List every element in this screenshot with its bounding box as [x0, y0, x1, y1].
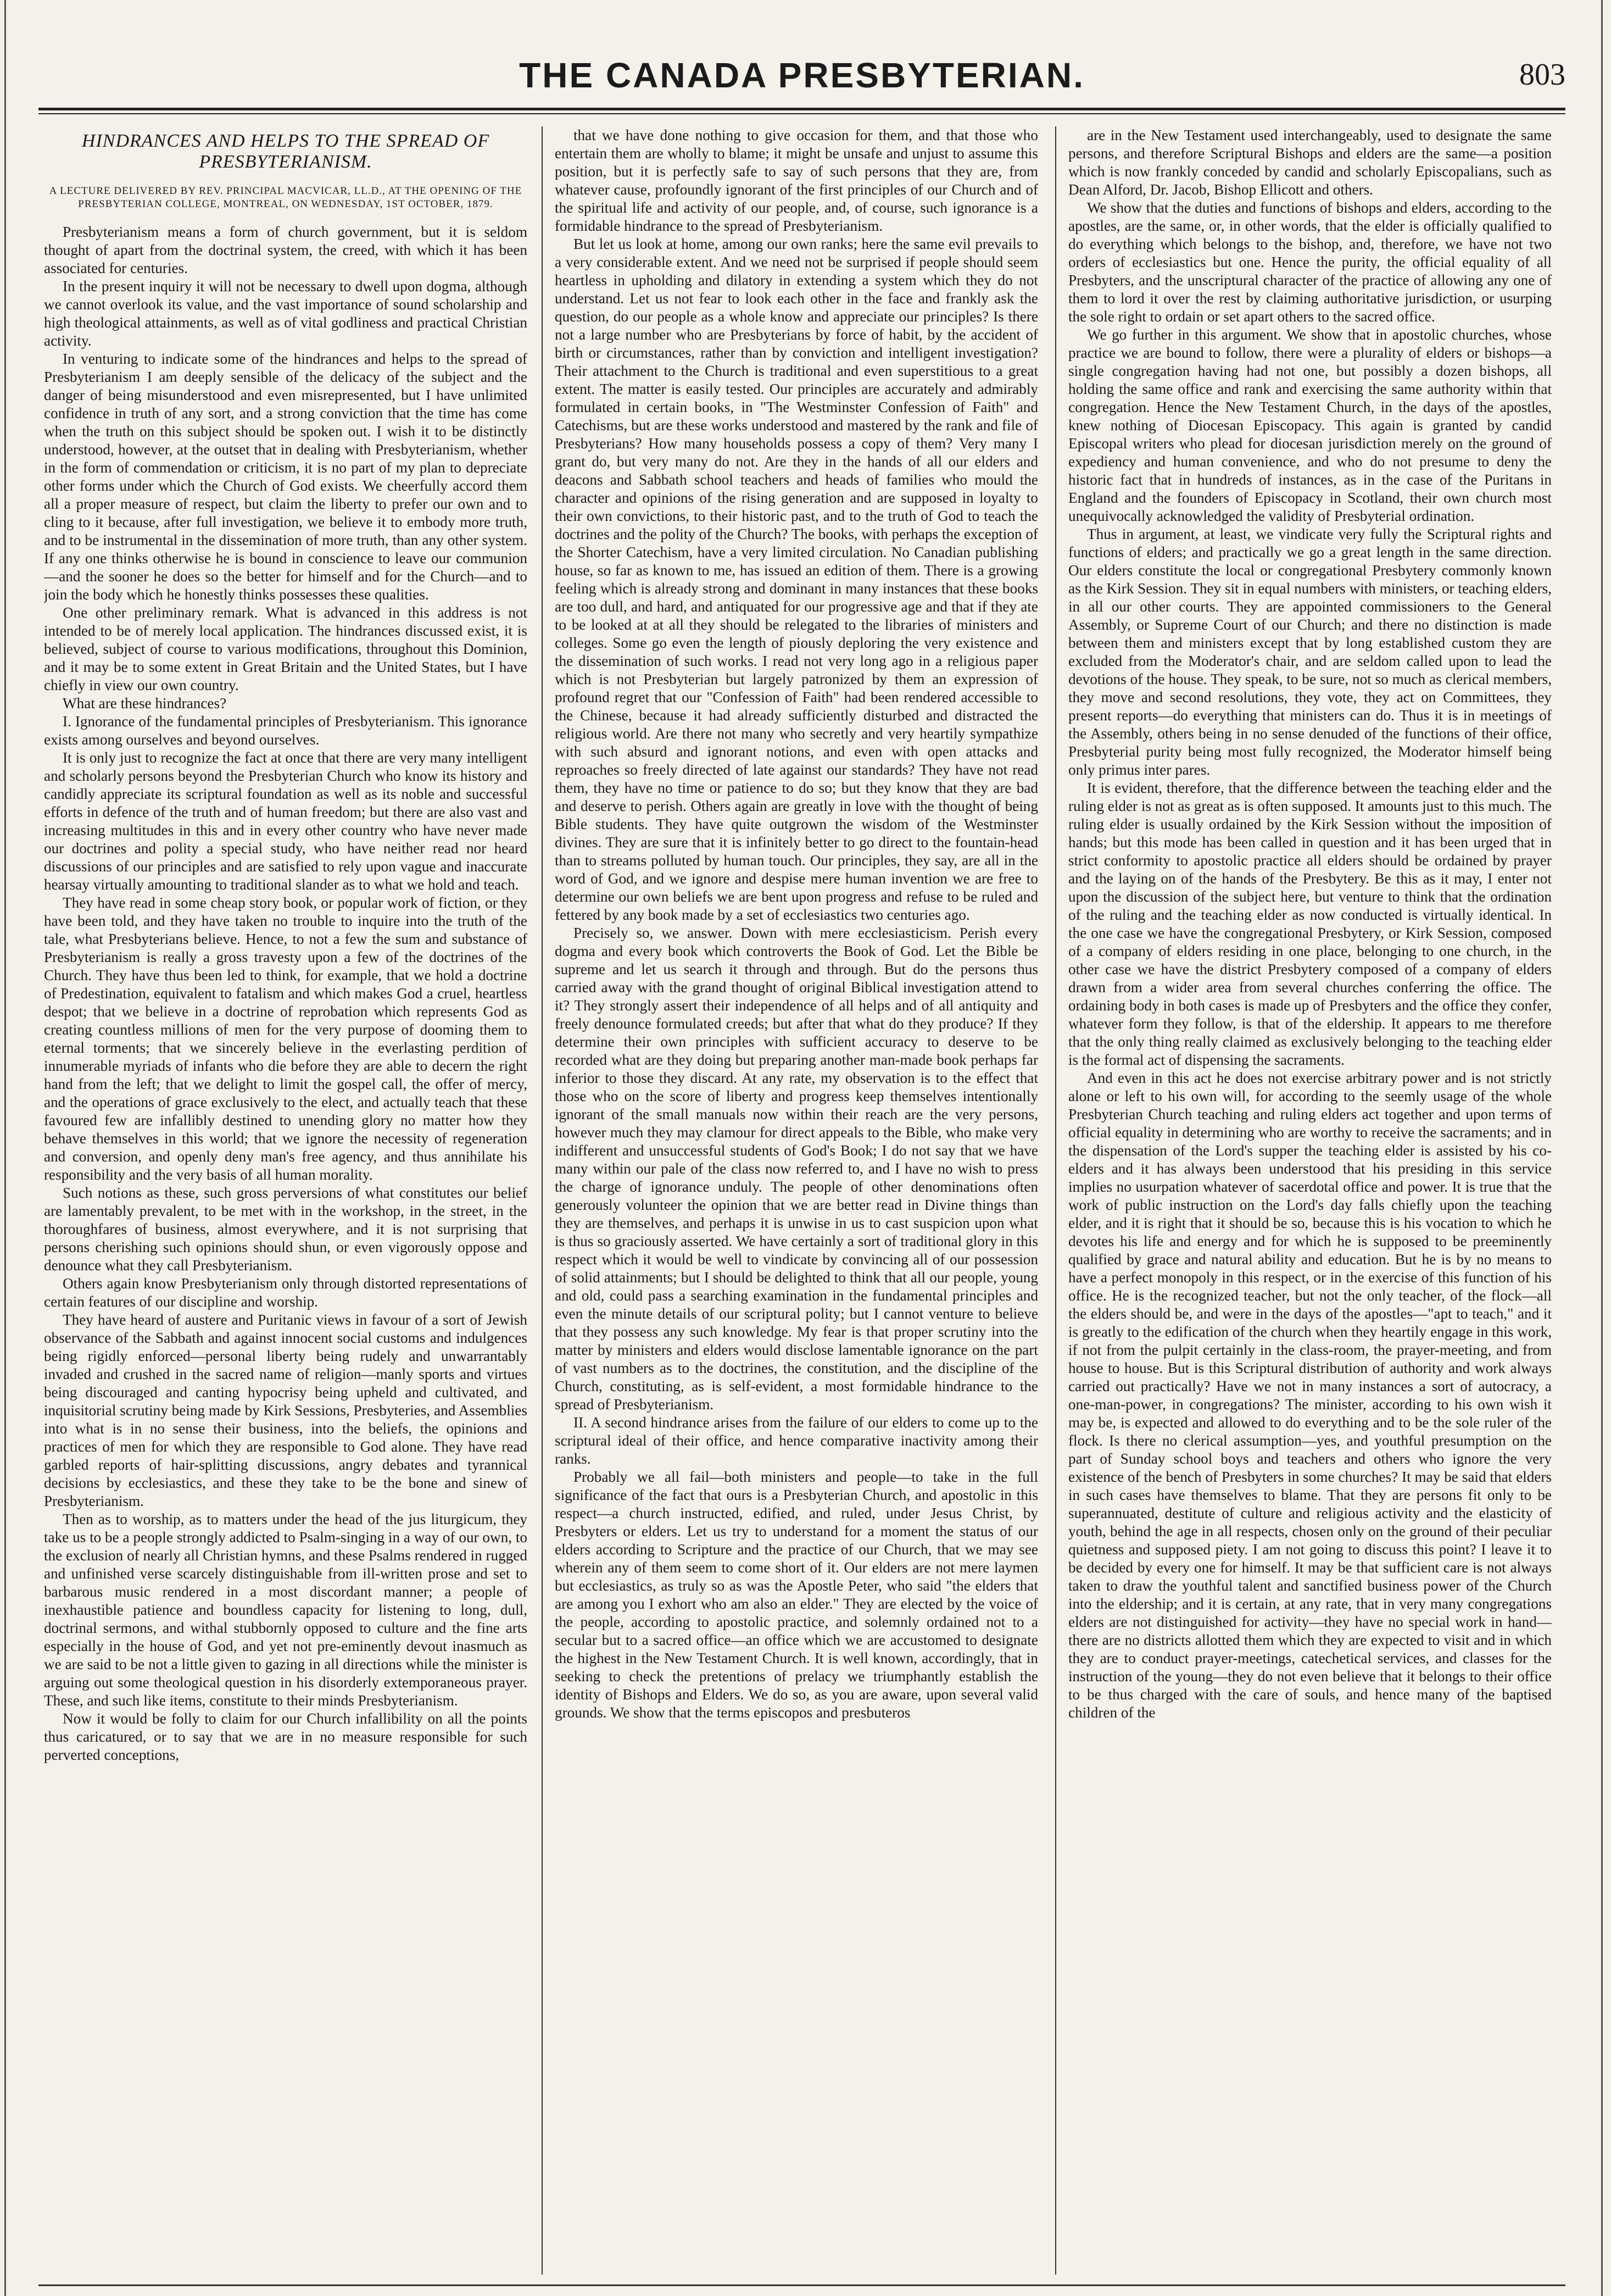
- newspaper-title: THE CANADA PRESBYTERIAN.: [519, 55, 1085, 95]
- paragraph: But let us look at home, among our own ranks; here the same evil prevails to a very considerable extent. And we need not be surprised if people should seem heartless in upholding and dilatory in extending a system which they do not understand. Let us not fear to look each other in the face and frankly ask the question, do our people as a whole know and appreciate our principles? Is there not a large number who are Presbyterians by force of habit, by the accident of birth or circumstances, rather than by conviction and intelligent investigation? Their attachment to the Church is traditional and even superstitious to a great extent. The matter is easily tested. Our principles are accurately and admirably formulated in certain books, in "The Westminster Confession of Faith" and Catechisms, but are these works understood and mastered by the rank and file of Presbyterians? How many households possess a copy of them? Very many I grant do, but very many do not. Are they in the hands of all our elders and deacons and Sabbath school teachers and heads of families who mould the character and opinions of the rising generation and are supposed in loyalty to their own convictions, to their historic past, and to the truth of God to teach the doctrines and the polity of the Church? The books, with perhaps the exception of the Shorter Catechism, have a very limited circulation. No Canadian publishing house, so far as known to me, has issued an edition of them. There is a growing feeling which is already strong and dominant in many instances that these books are too dull, and hard, and antiquated for our progressive age and that if they ate to be looked at at all they should be relegated to the libraries of ministers and colleges. Some go even the length of piously deploring the very existence and the dissemination of such works. I read not very long ago in a religious paper which is not Presbyterian but largely patronized by them an expression of profound regret that our "Confession of Faith" had been rendered accessible to the Chinese, because it had already sufficiently disturbed and distracted the religious world. Are there not many who secretly and very heartily sympathize with such absurd and ignorant notions, and even with open attacks and reproaches so freely directed of late against our standards? They have not read them, they have no time or patience to do so; but they know that they are bad and deserve to perish. Others again are greatly in love with the thought of being Bible students. They have quite outgrown the wisdom of the Westminster divines. They are sure that it is infinitely better to go direct to the fountain-head than to streams polluted by human touch. Our principles, they say, are all in the word of God, and we ignore and despise mere human invention we are free to determine our own beliefs we are bent upon progress and refuse to be ruled and fettered by any book made by a set of ecclesiastics two centuries ago.: [555, 236, 1038, 923]
- paragraph: II. A second hindrance arises from the failure of our elders to come up to the scriptural ideal of their office, and hence comparative inactivity among their ranks.: [555, 1414, 1038, 1467]
- paragraph: And even in this act he does not exercise arbitrary power and is not strictly alone or left to his own will, for according to the seemly usage of the whole Presbyterian Church teaching and ruling elders act together and upon terms of official equality in determining who are worthy to receive the sacraments; and in the dispensation of the Lord's supper the teaching elder is assisted by his co-elders and it has always been understood that his presiding in this service implies no usurpation whatever of sacerdotal office and power. It is true that the work of public instruction on the Lord's day falls chiefly upon the teaching elder, and it is right that it should be so, because this is his vocation to which he devotes his life and energy and for which he is supposed to be preeminently qualified by grace and natural ability and education. But he is by no means to have a perfect monopoly in this respect, or in the exercise of this function of his office. He is the recognized teacher, but not the only teacher, of the flock—all the elders should be, and were in the days of the apostles—"apt to teach," and it is greatly to the edification of the church when they heartily engage in this work, if not from the pulpit certainly in the class-room, the prayer-meeting, and from house to house. But is this Scriptural distribution of authority and work always carried out practically? Have we not in many instances a sort of autocracy, a one-man-power, in congregations? The minister, according to his own wish it may be, is expected and allowed to do everything and to be the sole ruler of the flock. Is there no clerical assumption—yes, and youthful presumption on the part of Sunday school boys and teachers and others who ignore the very existence of the bench of Presbyters in some churches? It may be said that elders in such cases have themselves to blame. That they are persons fit only to be superannuated, destitute of culture and religious activity and the elasticity of youth, behind the age in all respects, chosen only on the ground of their peculiar quietness and supposed piety. I am not going to discuss this point? I leave it to be decided by every one for himself. It may be that sufficient care is not always taken to draw the youthful talent and sanctified business power of the Church into the eldership; and it is certain, at any rate, that in very many congregations elders are not distinguished for activity—they have no special work in hand—there are no districts allotted them which they are expected to visit and in which they are to conduct prayer-meetings, catechetical services, and classes for the instruction of the young—they do not even believe that it belongs to their office to be thus charged with the care of souls, and hence many of the baptised children of the: [1068, 1070, 1552, 1721]
- paragraph: It is evident, therefore, that the difference between the teaching elder and the ruling elder is not as great as is often supposed. It amounts just to this much. The ruling elder is usually ordained by the Kirk Session without the imposition of hands; but this mode has been called in question and it has been urged that in strict conformity to apostolic practice all elders should be ordained by prayer and the laying on of the hands of the Presbytery. Be this as it may, I enter not upon the discussion of the subject here, but venture to think that the ordination of the ruling and the teaching elder as now conducted is virtually identical. In the one case we have the congregational Presbytery, or Kirk Session, composed of a company of elders residing in one place, belonging to one church, in the other case we have the district Presbytery composed of a company of elders drawn from a wider area from several churches conferring the office. The ordaining body in both cases is made up of Presbyters and the office they confer, whatever form they follow, is that of the eldership. It appears to me therefore that the only thing really claimed as exclusively belonging to the teaching elder is the formal act of dispensing the sacraments.: [1068, 780, 1552, 1068]
- page-edge-right: [1601, 0, 1603, 2296]
- masthead: [38, 55, 1565, 104]
- paragraph: They have read in some cheap story book, or popular work of fiction, or they have been told, and they have taken no trouble to inquire into the truth of the tale, what Presbyterians believe. Hence, to not a few the sum and substance of Presbyterianism is really a gross travesty upon a few of the doctrines of the Church. They have thus been led to think, for example, that we hold a doctrine of Predestination, equivalent to fatalism and which makes God a cruel, heartless despot; that we believe in a doctrine of reprobation which represents God as creating countless millions of men for the very purpose of dooming them to eternal torments; that we sincerely believe in the everlasting perdition of innumerable myriads of infants who die before they are able to decern the right hand from the left; that we delight to limit the gospel call, the offer of mercy, and the operations of grace exclusively to the elect, and actually teach that these favoured few are infallibly destined to unending glory no matter how they behave themselves in this world; that we ignore the necessity of regeneration and conversion, and openly deny man's free agency, and thus annihilate his responsibility and the very basis of all human morality.: [44, 894, 527, 1183]
- paragraph: Probably we all fail—both ministers and people—to take in the full significance of the fact that ours is a Presbyterian Church, and apostolic in this respect—a church instructed, edified, and ruled, under Jesus Christ, by Presbyters or elders. Let us try to understand for a moment the status of our elders according to Scripture and the practice of our Church, that we may see wherein any of them seem to come short of it. Our elders are not mere laymen but ecclesiastics, as truly so as was the Apostle Peter, who said "the elders that are among you I exhort who am also an elder." They are elected by the voice of the people, according to apostolic practice, and solemnly ordained not to a secular but to a sacred office—an office which we are accustomed to designate the highest in the New Testament Church. It is well known, accordingly, that in seeking to check the pretentions of prelacy we triumphantly establish the identity of Bishops and Elders. We do so, as you are aware, upon several valid grounds. We show that the terms episcopos and presbuteros: [555, 1469, 1038, 1721]
- bottom-rule: [38, 2284, 1565, 2286]
- column-3-body: [1068, 126, 1552, 1722]
- column-1-body: [44, 223, 527, 1764]
- paragraph: We show that the duties and functions of bishops and elders, according to the apostles, are the same, or, in other words, that the elder is officially qualified to do everything which belongs to the bishop, and, therefore, we have not two orders of ecclesiastics but one. Hence the purity, the official equality of all Presbyters, and the unscriptural character of the practice of allowing any one of them to lord it over the rest by claiming authoritative jurisdiction, or usurping the sole right to ordain or set apart others to the sacred office.: [1068, 199, 1552, 325]
- paragraph: that we have done nothing to give occasion for them, and that those who entertain them are wholly to blame; it might be unsafe and unjust to assume this position, but it is perfectly safe to say of such persons that they are, from whatever cause, profoundly ignorant of the first principles of our Church and of the spiritual life and activity of our people, and, of course, such ignorance is a formidable hindrance to the spread of Presbyterianism.: [555, 127, 1038, 234]
- column-2-body: [555, 126, 1038, 1722]
- column-rule: [542, 126, 543, 2275]
- column-1: [44, 126, 527, 2275]
- column-rule: [1055, 126, 1056, 2275]
- paragraph: They have heard of austere and Puritanic views in favour of a sort of Jewish observance of the Sabbath and against innocent social customs and indulgences being rigidly enforced—personal liberty being rudely and unwarrantably invaded and crushed in the sacred name of religion—manly sports and virtues being discouraged and canting hypocrisy being upheld and cultivated, and inquisitorial scrutiny being made by Kirk Sessions, Presbyteries, and Assemblies into what is in no sense their business, into the beliefs, the opinions and practices of men for which they are responsible to God alone. They have read garbled reports of hair-splitting discussions, angry debates and tyrannical decisions by ecclesiastics, and these they take to be the bone and sinew of Presbyterianism.: [44, 1311, 527, 1509]
- paragraph: I. Ignorance of the fundamental principles of Presbyterianism. This ignorance exists among ourselves and beyond ourselves.: [44, 713, 527, 748]
- article-subtitle: A LECTURE DELIVERED BY REV. PRINCIPAL MACVICAR, LL.D., AT THE OPENING OF THE PRESBYTERIAN COLLEGE, MONTREAL, ON WEDNESDAY, 1ST OCTOBER, 1879.: [49, 185, 522, 210]
- paragraph: Then as to worship, as to matters under the head of the jus liturgicum, they take us to be a people strongly addicted to Psalm-singing in a way of our own, to the exclusion of nearly all Christian hymns, and these Psalms rendered in rugged and unfinished verse scarcely distinguishable from ill-written prose and set to barbarous music rendered in a most discordant manner; a people of inexhaustible patience and boundless capacity for listening to long, dull, doctrinal sermons, and withal stubbornly opposed to culture and the fine arts especially in the house of God, and yet not pre-eminently devout inasmuch as we are said to be not a little given to gazing in all directions while the minister is arguing out some theological question in his disorderly extemporaneous prayer. These, and such like items, constitute to their minds Presbyterianism.: [44, 1511, 527, 1709]
- column-3: [1068, 126, 1552, 2275]
- masthead-rule-thin: [38, 113, 1565, 114]
- paragraph: Others again know Presbyterianism only through distorted representations of certain features of our discipline and worship.: [44, 1275, 527, 1310]
- paragraph: Such notions as these, such gross perversions of what constitutes our belief are lamentably prevalent, to be met with in the workshop, in the street, in the thoroughfares of business, almost everywhere, and it is not surprising that persons cherishing such opinions should shun, or even vigorously oppose and denounce what they call Presbyterianism.: [44, 1185, 527, 1274]
- page-edge-left: [4, 0, 6, 2296]
- paragraph: Thus in argument, at least, we vindicate very fully the Scriptural rights and functions of elders; and practically we go a great length in the same direction. Our elders constitute the local or congregational Presbytery commonly known as the Kirk Session. They sit in equal numbers with ministers, or teaching elders, in all our other courts. They are appointed commissioners to the General Assembly, or Supreme Court of our Church; and there no distinction is made between them and ministers except that by long established custom they are excluded from the Moderator's chair, and are seldom called upon to lead the devotions of the house. They speak, to be sure, not so much as clerical members, they move and second resolutions, they vote, they act on Committees, they present reports—do everything that ministers can do. Thus it is in meetings of the Assembly, others being in no sense denuded of the functions of their office, Presbyterial purity being most fully recognized, the Moderator himself being only primus inter pares.: [1068, 526, 1552, 778]
- paragraph: One other preliminary remark. What is advanced in this address is not intended to be of merely local application. The hindrances discussed exist, it is believed, subject of course to various modifications, throughout this Dominion, and it may be to some extent in Great Britain and the United States, but I have chiefly in view our own country.: [44, 604, 527, 693]
- paragraph: In the present inquiry it will not be necessary to dwell upon dogma, although we cannot overlook its value, and the vast importance of sound scholarship and high theological attainments, as well as of vital godliness and practical Christian activity.: [44, 278, 527, 349]
- paragraph: Precisely so, we answer. Down with mere ecclesiasticism. Perish every dogma and every book which controverts the Book of God. Let the Bible be supreme and let us search it through and through. But do the persons thus carried away with the grand thought of original Biblical investigation attend to it? They strongly assert their independence of all helps and of all antiquity and freely denounce formulated creeds; but after that what do they produce? If they determine their own principles with sufficient accuracy to deserve to be recorded what are they doing but preparing another man-made book perhaps far inferior to those they discard. At any rate, my observation is to the effect that those who on the score of liberty and progress keep themselves intentionally ignorant of the small manuals now within their reach are the very persons, however much they may clamour for direct appeals to the Bible, who make very indifferent and unsuccessful students of God's Book; I do not say that we have many within our pale of the class now referred to, and I have no wish to press the charge of ignorance unduly. The people of other denominations often generously volunteer the opinion that we are better read in Divine things than they are themselves, and perhaps it is unwise in us to cast suspicion upon what is thus so graciously asserted. We have certainly a sort of traditional glory in this respect which it would be well to vindicate by convincing all of our possession of solid attainments; but I should be delighted to think that all our people, young and old, could pass a searching examination in the fundamental principles and even the minute details of our scriptural polity; but I cannot venture to believe that they possess any such knowledge. My fear is that proper scrutiny into the matter by ministers and elders would disclose lamentable ignorance on the part of vast numbers as to the doctrines, the constitution, and the discipline of the Church, constituting, as is self-evident, a most formidable hindrance to the spread of Presbyterianism.: [555, 925, 1038, 1413]
- paragraph: Presbyterianism means a form of church government, but it is seldom thought of apart from the doctrinal system, the creed, with which it has been associated for centuries.: [44, 224, 527, 276]
- paragraph: Now it would be folly to claim for our Church infallibility on all the points thus caricatured, or to say that we are in no measure responsible for such perverted conceptions,: [44, 1710, 527, 1763]
- column-2: [555, 126, 1038, 2275]
- paragraph: What are these hindrances?: [63, 695, 227, 711]
- paragraph: We go further in this argument. We show that in apostolic churches, whose practice we are bound to follow, there were a plurality of elders or bishops—a single congregation having had not one, but possibly a dozen bishops, all holding the same office and rank and exercising the same authority within that congregation. Hence the New Testament Church, in the days of the apostles, knew nothing of Diocesan Episcopacy. This again is granted by candid Episcopal writers who plead for diocesan jurisdiction merely on the ground of expediency and human convenience, and who do not presume to deny the historic fact that in hundreds of instances, as in the case of the Puritans in England and the founders of Episcopacy in Scotland, their own church most unequivocally acknowledged the validity of Presbyterial ordination.: [1068, 326, 1552, 524]
- masthead-rule: [38, 108, 1565, 110]
- article-title: HINDRANCES AND HELPS TO THE SPREAD OF PRESBYTERIANISM.: [81, 131, 490, 172]
- page-number: 803: [1519, 58, 1565, 92]
- paragraph: It is only just to recognize the fact at once that there are very many intelligent and scholarly persons beyond the Presbyterian Church who know its history and candidly appreciate its scriptural foundation as well as its noble and successful efforts in defence of the truth and of human freedom; but there are also vast and increasing multitudes in this and in every other country who have never made our doctrines and polity a special study, who have neither read nor heard discussions of our principles and are satisfied to rely upon vague and inaccurate hearsay virtually amounting to traditional slander as to what we hold and teach.: [44, 749, 527, 893]
- paragraph: are in the New Testament used interchangeably, used to designate the same persons, and therefore Scriptural Bishops and elders are the same—a position which is now frankly conceded by candid and scholarly Episcopalians, such as Dean Alford, Dr. Jacob, Bishop Ellicott and others.: [1068, 127, 1552, 198]
- paragraph: In venturing to indicate some of the hindrances and helps to the spread of Presbyterianism I am deeply sensible of the delicacy of the subject and the danger of being misunderstood and even misrepresented, but I have unlimited confidence in truth of any sort, and a strong conviction that the time has come when the truth on this subject should be spoken out. I wish it to be distinctly understood, however, at the outset that in dealing with Presbyterianism, whether in the form of commendation or criticism, it is no part of my plan to depreciate other forms under which the Church of God exists. We cheerfully accord them all a proper measure of respect, but claim the liberty to prefer our own and to cling to it because, after full investigation, we believe it to embody more truth, and to be instrumental in the dissemination of more truth, than any other system. If any one thinks otherwise he is bound in conscience to leave our communion —and the sooner he does so the better for himself and for the Church—and to join the body which he honestly thinks possesses these qualities.: [44, 351, 527, 603]
